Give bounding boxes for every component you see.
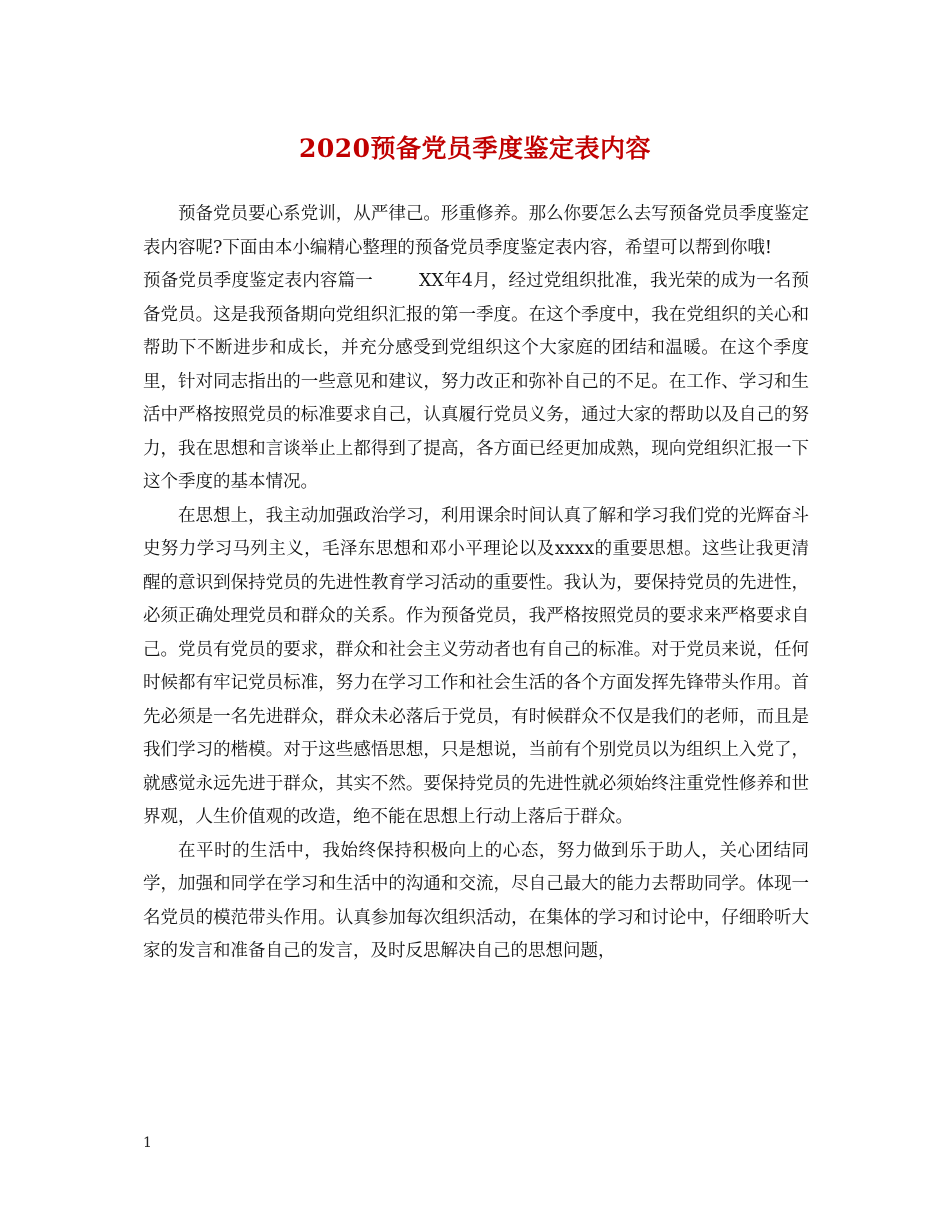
thought-paragraph: 在思想上，我主动加强政治学习，利用课余时间认真了解和学习我们党的光辉奋斗史努力学习马列主义，毛泽东思想和邓小平理论以及xxxx的重要思想。这些让我更清醒的意识到保持党员的先进性教育学习活动的重要性。我认为，要保持党员的先进性，必须正确处理党员和群众的关系。作为预备党员，我严格按照党员的要求来严格要求自己。党员有党员的要求，群众和社会主义劳动者也有自己的标准。对于党员来说，任何时候都有牢记党员标准，努力在学习工作和社会生活的各个方面发挥先锋带头作用。首先必须是一名先进群众，群众未必落后于党员，有时候群众不仅是我们的老师，而且是我们学习的楷模。对于这些感悟思想，只是想说，当前有个别党员以为组织上入党了，就感觉永远先进于群众，其实不然。要保持党员的先进性就必须始终注重党性修养和世界观，人生价值观的改造，绝不能在思想上行动上落后于群众。 (143, 505, 809, 827)
document-body (143, 198, 809, 969)
section-first-paragraph-container (143, 265, 809, 500)
section-label: 预备党员季度鉴定表内容篇一 (143, 271, 373, 291)
page-number: 1 (143, 1135, 152, 1151)
intro-paragraph: 预备党员要心系党训，从严律己。形重修养。那么你要怎么去写预备党员季度鉴定表内容呢?下面由本小编精心整理的预备党员季度鉴定表内容，希望可以帮到你哦! (143, 204, 809, 258)
section-first-paragraph: XX年4月，经过党组织批准，我光荣的成为一名预备党员。这是我预备期向党组织汇报的第一季度。在这个季度中，我在党组织的关心和帮助下不断进步和成长，并充分感受到党组织这个大家庭的团结和温暖。在这个季度里，针对同志指出的一些意见和建议，努力改正和弥补自己的不足。在工作、学习和生活中严格按照党员的标准要求自己，认真履行党员义务，通过大家的帮助以及自己的努力，我在思想和言谈举止上都得到了提高，各方面已经更加成熟，现向党组织汇报一下这个季度的基本情况。 (143, 271, 809, 492)
document-title: 2020预备党员季度鉴定表内容 (298, 134, 652, 163)
life-paragraph: 在平时的生活中，我始终保持积极向上的心态，努力做到乐于助人，关心团结同学，加强和同学在学习和生活中的沟通和交流，尽自己最大的能力去帮助同学。体现一名党员的模范带头作用。认真参加每次组织活动，在集体的学习和讨论中，仔细聆听大家的发言和准备自己的发言，及时反思解决自己的思想问题， (143, 840, 809, 961)
